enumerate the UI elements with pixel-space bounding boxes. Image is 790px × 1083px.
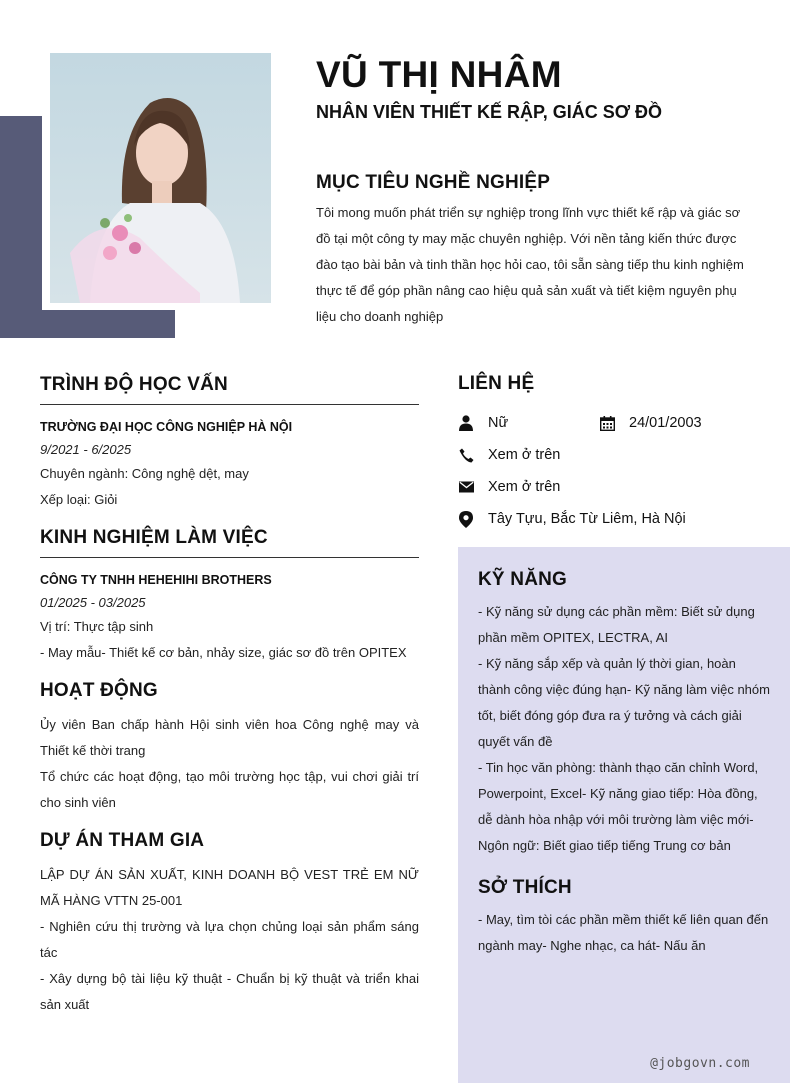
projects-title: DỰ ÁN THAM GIA bbox=[40, 830, 205, 851]
person-icon bbox=[458, 415, 474, 431]
contact-row-address bbox=[458, 503, 788, 535]
phone-icon bbox=[458, 447, 474, 463]
gender-cell bbox=[458, 415, 599, 431]
projects-section bbox=[40, 830, 419, 1018]
email-value: Xem ở trên bbox=[488, 479, 561, 495]
education-period: 9/2021 - 6/2025 bbox=[40, 442, 132, 457]
project-item: - Xây dựng bộ tài liệu kỹ thuật - Chuẩn bị kỹ thuật và triển khai sản xuất bbox=[40, 971, 419, 1012]
contact-section bbox=[458, 373, 788, 535]
gender-value: Nữ bbox=[488, 415, 509, 431]
contact-row-phone bbox=[458, 439, 788, 471]
activity-item: Ủy viên Ban chấp hành Hội sinh viên hoa Công nghệ may và Thiết kế thời trang bbox=[40, 717, 419, 758]
objective-text: Tôi mong muốn phát triển sự nghiệp trong lĩnh vực thiết kế rập và giác sơ đồ tại một công ty may mặc chuyên nghiệp. Với nền tảng kiến thức được đào tạo bài bản và tinh thần học hỏi cao, tôi sẵn sàng tiếp thu kinh nghiệm thực tế để góp phần nâng cao hiệu quả sản xuất và tiết kiệm nguyên phụ liệu cho doanh nghiệp bbox=[316, 205, 744, 324]
left-column bbox=[40, 374, 419, 1032]
contact-row-gender-birthdate bbox=[458, 407, 788, 439]
skills-title: KỸ NĂNG bbox=[478, 569, 568, 590]
objective-title: MỤC TIÊU NGHỀ NGHIỆP bbox=[316, 172, 551, 193]
company-name: CÔNG TY TNHH HEHEHIHI BROTHERS bbox=[40, 573, 272, 587]
birthdate-value: 24/01/2003 bbox=[629, 415, 702, 431]
address-value: Tây Tựu, Bắc Từ Liêm, Hà Nội bbox=[488, 511, 686, 527]
activity-item: Tổ chức các hoạt động, tạo môi trường học tập, vui chơi giải trí cho sinh viên bbox=[40, 769, 419, 810]
skill-item: - Kỹ năng sắp xếp và quản lý thời gian, hoàn thành công việc đúng hạn- Kỹ năng làm việc nhóm tốt, biết đóng góp đưa ra ý tưởng và cách giải quyết vấn đề bbox=[478, 656, 770, 749]
calendar-icon bbox=[599, 415, 615, 431]
experience-section bbox=[40, 527, 419, 666]
birthdate-cell bbox=[599, 415, 702, 431]
mail-icon bbox=[458, 479, 474, 495]
activities-title: HOẠT ĐỘNG bbox=[40, 680, 158, 701]
experience-title: KINH NGHIỆM LÀM VIỆC bbox=[40, 527, 419, 558]
skill-item: - Tin học văn phòng: thành thạo căn chỉnh Word, Powerpoint, Excel- Kỹ năng giao tiếp: Hòa đồng, dễ dành hòa nhập với môi trường làm việc mới- Ngôn ngữ: Biết giao tiếp tiếng Trung cơ bản bbox=[478, 760, 759, 853]
candidate-name: VŨ THỊ NHÂM bbox=[316, 54, 562, 95]
project-item: LẬP DỰ ÁN SẢN XUẤT, KINH DOANH BỘ VEST TRẺ EM NỮ MÃ HÀNG VTTN 25-001 bbox=[40, 867, 419, 908]
contact-row-email bbox=[458, 471, 788, 503]
education-major: Chuyên ngành: Công nghệ dệt, may bbox=[40, 466, 249, 481]
experience-position: Vị trí: Thực tập sinh bbox=[40, 619, 154, 634]
project-item: - Nghiên cứu thị trường và lựa chọn chủng loại sản phẩm sáng tác bbox=[40, 919, 419, 960]
profile-photo bbox=[50, 53, 271, 303]
objective-section bbox=[316, 172, 746, 330]
education-grade: Xếp loại: Giỏi bbox=[40, 492, 118, 507]
school-name: TRƯỜNG ĐẠI HỌC CÔNG NGHIỆP HÀ NỘI bbox=[40, 420, 293, 434]
education-title: TRÌNH ĐỘ HỌC VẤN bbox=[40, 374, 419, 405]
experience-period: 01/2025 - 03/2025 bbox=[40, 595, 146, 610]
activities-section bbox=[40, 680, 419, 816]
watermark: @jobgovn.com bbox=[650, 1056, 750, 1071]
skills-hobbies-panel bbox=[458, 547, 790, 1083]
location-pin-icon bbox=[458, 511, 474, 527]
job-title: NHÂN VIÊN THIẾT KẾ RẬP, GIÁC SƠ ĐỒ bbox=[316, 102, 663, 122]
education-section bbox=[40, 374, 419, 513]
phone-value: Xem ở trên bbox=[488, 447, 561, 463]
hobbies-title: SỞ THÍCH bbox=[478, 877, 572, 898]
hobbies-text: - May, tìm tòi các phần mềm thiết kế liên quan đến ngành may- Nghe nhạc, ca hát- Nấu ăn bbox=[478, 912, 769, 953]
contact-title: LIÊN HỆ bbox=[458, 373, 535, 394]
skill-item: - Kỹ năng sử dụng các phần mềm: Biết sử dụng phần mềm OPITEX, LECTRA, AI bbox=[478, 604, 755, 645]
experience-detail: - May mẫu- Thiết kế cơ bản, nhảy size, giác sơ đồ trên OPITEX bbox=[40, 645, 407, 660]
